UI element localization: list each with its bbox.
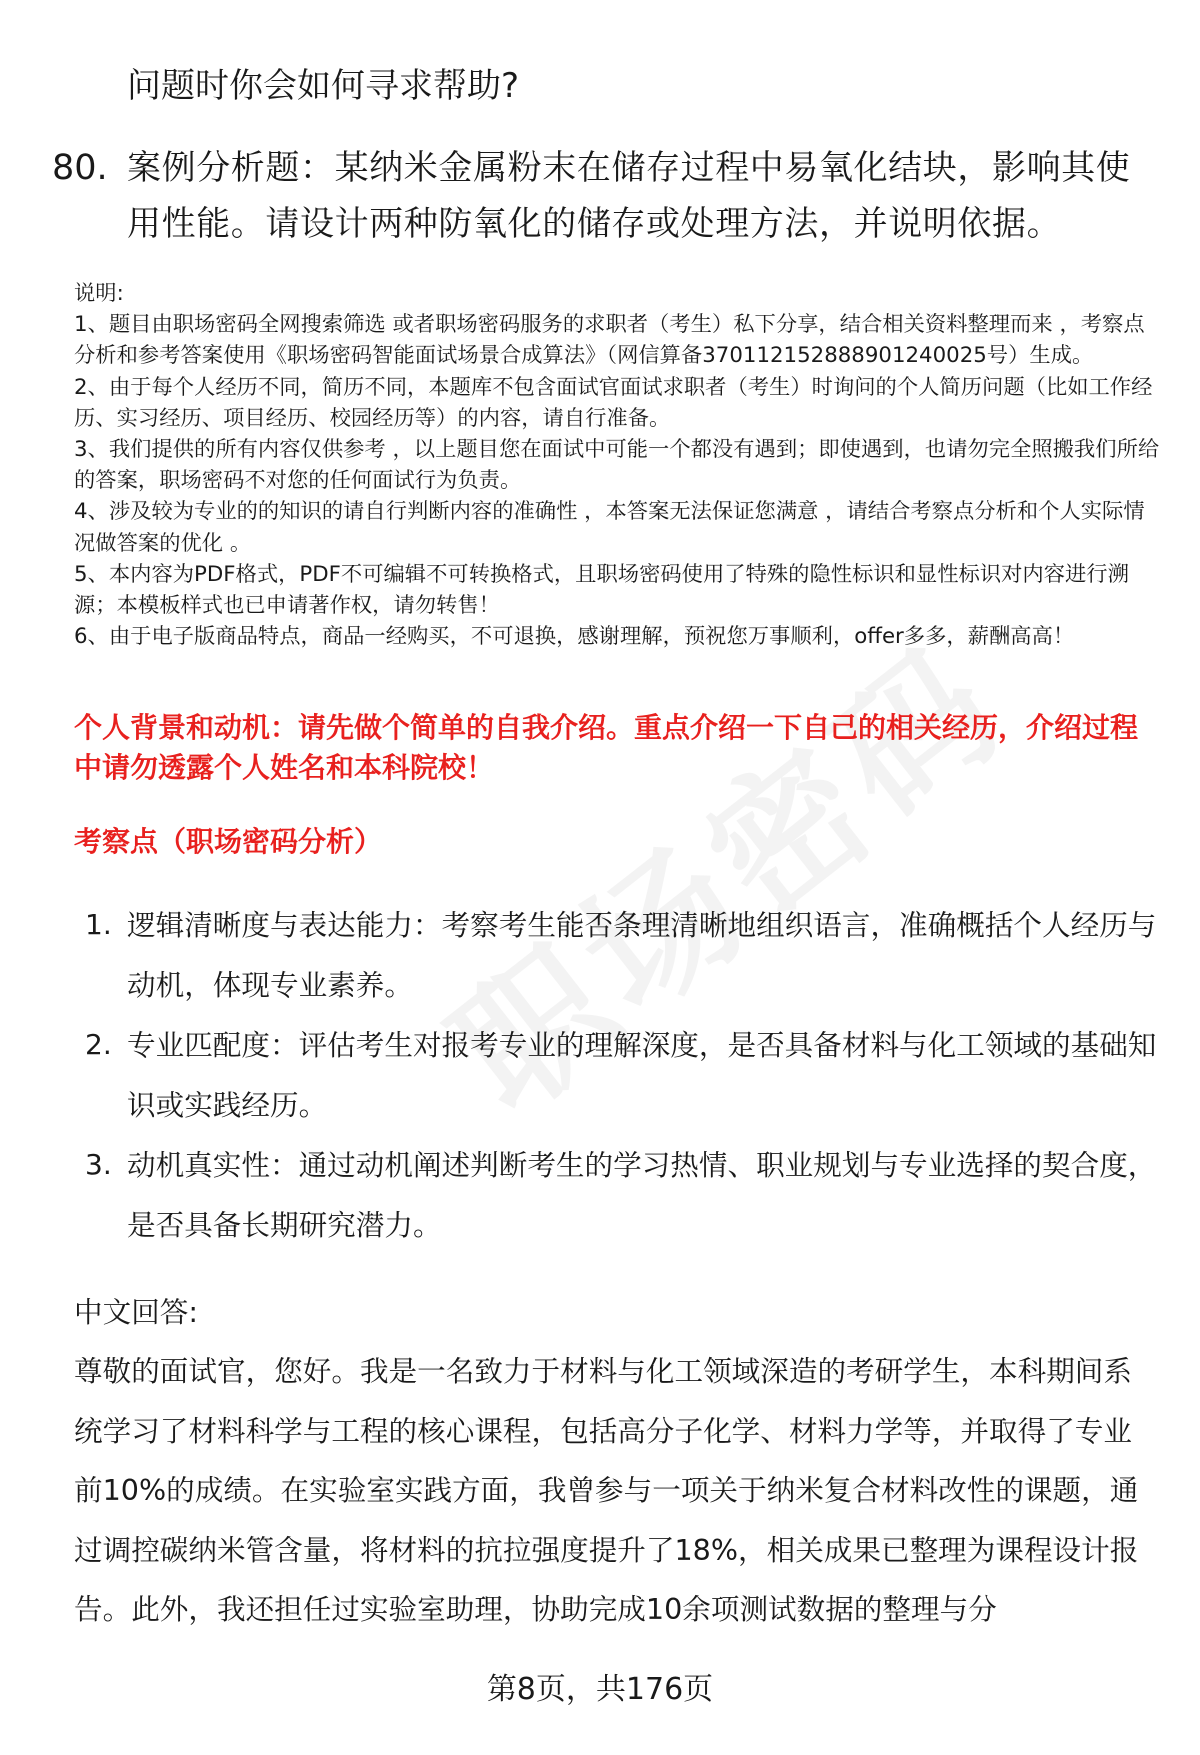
point-text: 专业匹配度：评估考生对报考专业的理解深度，是否具备材料与化工领域的基础知识或实践经历。	[127, 1028, 1157, 1122]
note-item: 1、题目由职场密码全网搜索筛选 或者职场密码服务的求职者（考生）私下分享，结合相关资料整理而来 ，考察点分析和参考答案使用《职场密码智能面试场景合成算法》（网信算备370112152888901240025号）生成。	[74, 312, 1145, 369]
note-item: 5、本内容为PDF格式，PDF不可编辑不可转换格式，且职场密码使用了特殊的隐性标识和显性标识对内容进行溯源；本模板样式也已申请著作权，请勿转售！	[74, 561, 1129, 619]
note-item: 2、由于每个人经历不同，简历不同，本题库不包含面试官面试求职者（考生）时询问的个人简历问题（比如工作经历、实习经历、项目经历、校园经历等）的内容，请自行准备。	[74, 374, 1153, 431]
analysis-points	[85, 895, 1165, 1255]
disclaimer-notes	[74, 278, 1160, 652]
section-heading: 个人背景和动机：请先做个简单的自我介绍。重点介绍一下自己的相关经历，介绍过程中请勿透露个人姓名和本科院校！	[74, 711, 1139, 784]
question-number: 80.	[52, 148, 108, 188]
answer-label: 中文回答:	[74, 1295, 199, 1329]
note-item: 3、我们提供的所有内容仅供参考 ，以上题目您在面试中可能一个都没有遇到；即使遇到，也请勿完全照搬我们所给的答案，职场密码不对您的任何面试行为负责。	[74, 437, 1160, 494]
point-number: 3.	[85, 1148, 112, 1181]
notes-title: 说明:	[74, 281, 124, 306]
point-text: 逻辑清晰度与表达能力：考察考生能否条理清晰地组织语言，准确概括个人经历与动机，体现专业素养。	[127, 908, 1157, 1002]
question-text: 案例分析题：某纳米金属粉末在储存过程中易氧化结块，影响其使用性能。请设计两种防氧化的储存或处理方法，并说明依据。	[127, 148, 1131, 244]
point-number: 2.	[85, 1028, 112, 1061]
note-item: 4、涉及较为专业的的知识的请自行判断内容的准确性 ，本答案无法保证您满意 ，请结合考察点分析和个人实际情况做答案的优化 。	[74, 499, 1145, 556]
analysis-heading: 考察点（职场密码分析）	[74, 825, 383, 858]
question-continuation: 问题时你会如何寻求帮助?	[127, 66, 520, 106]
analysis-point	[85, 1015, 1165, 1135]
point-number: 1.	[85, 908, 112, 941]
answer-text: 尊敬的面试官，您好。我是一名致力于材料与化工领域深造的考研学生，本科期间系统学习了材料科学与工程的核心课程，包括高分子化学、材料力学等，并取得了专业前10%的成绩。在实验室实践方面，我曾参与一项关于纳米复合材料改性的课题，通过调控碳纳米管含量，将材料的抗拉强度提升了18%，相关成果已整理为课程设计报告。此外，我还担任过实验室助理，协助完成10余项测试数据的整理与分	[74, 1354, 1139, 1626]
page-number: 第8页，共176页	[486, 1672, 714, 1707]
point-text: 动机真实性：通过动机阐述判断考生的学习热情、职业规划与专业选择的契合度，是否具备长期研究潜力。	[127, 1148, 1157, 1242]
analysis-point	[85, 1135, 1165, 1255]
question-80	[52, 140, 1162, 252]
note-item: 6、由于电子版商品特点，商品一经购买，不可退换，感谢理解，预祝您万事顺利，offer多多，薪酬高高！	[74, 624, 1075, 650]
analysis-point	[85, 895, 1165, 1015]
